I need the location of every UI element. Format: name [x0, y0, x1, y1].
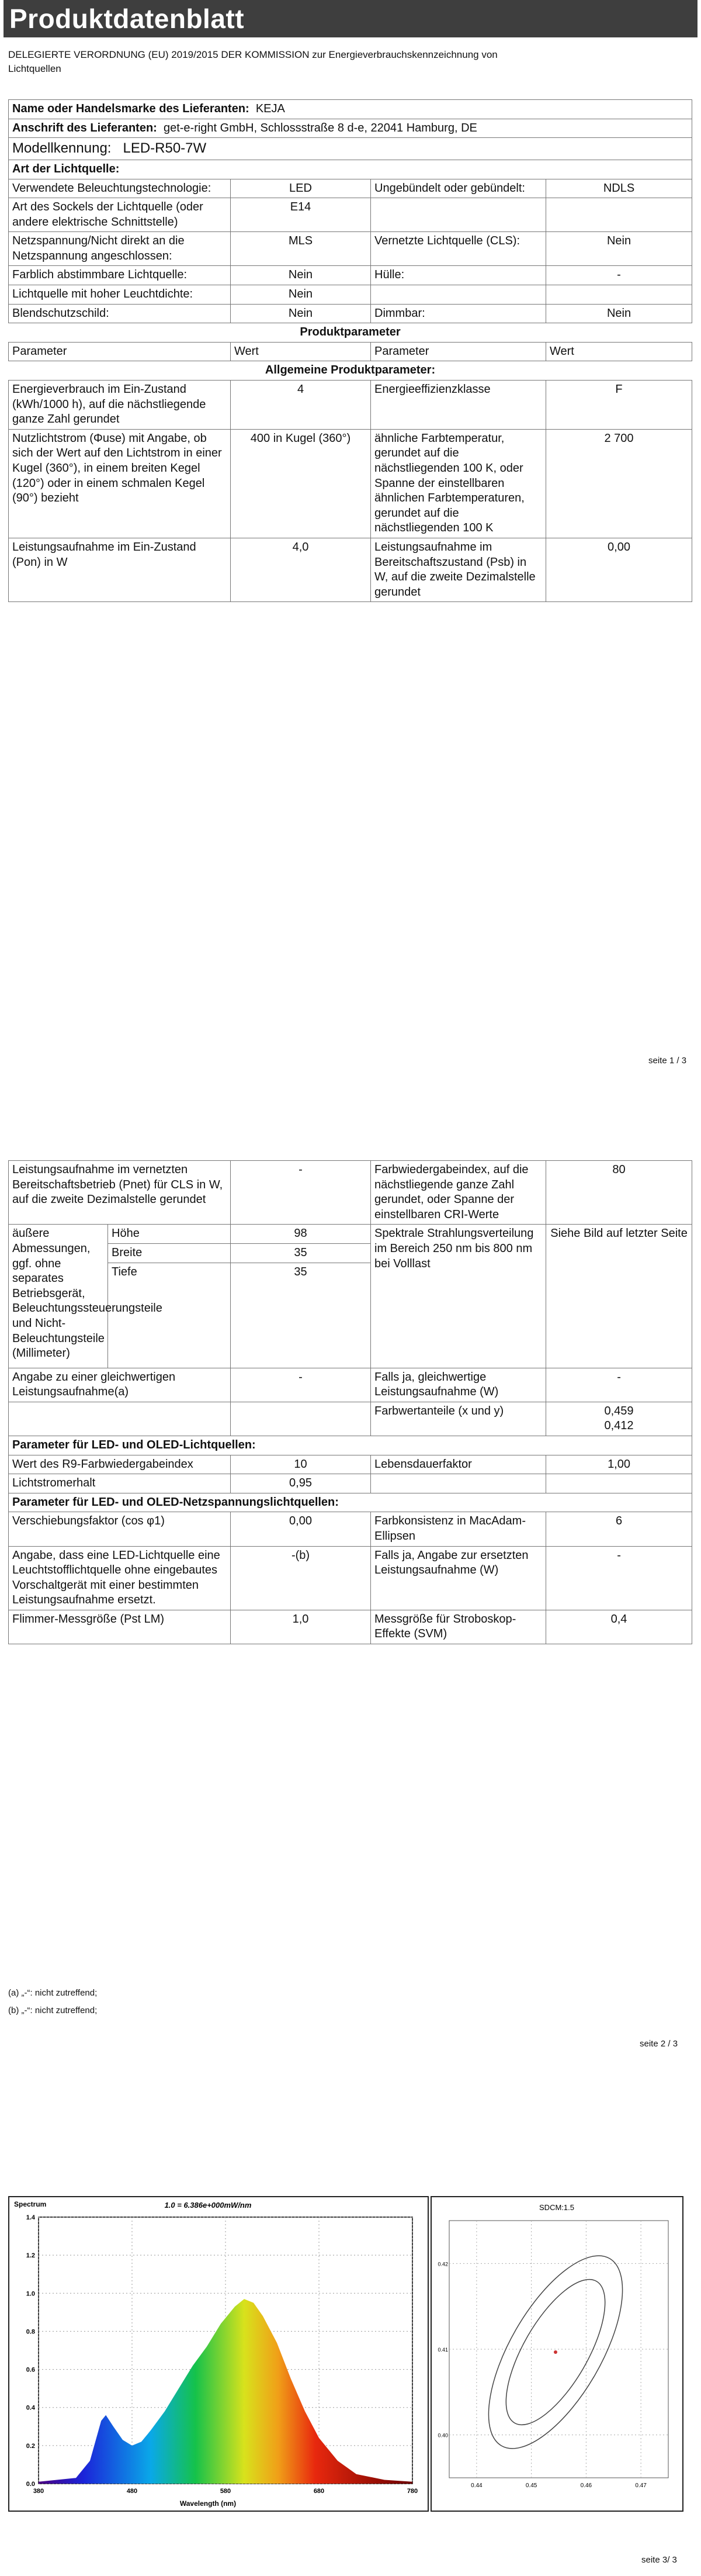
spectrum-y-tick: 1.4	[26, 2214, 35, 2221]
model-value: LED-R50-7W	[123, 140, 207, 157]
dimensions-row: Tiefe 35	[9, 1263, 692, 1368]
spectrum-y-tick: 0.8	[26, 2328, 35, 2336]
supplier-name-value: KEJA	[255, 102, 285, 115]
product-params-heading: Produktparameter	[9, 323, 692, 343]
supplier-address-label: Anschrift des Lieferanten:	[12, 121, 157, 134]
chromaticity-row: Farbwertanteile (x und y) 0,459 0,412	[9, 1402, 692, 1436]
page-number-1: seite 1 / 3	[648, 1056, 687, 1066]
spectrum-x-tick: 680	[313, 2488, 325, 2495]
param-row: Nutzlichtstrom (Φuse) mit Angabe, ob sich der Wert auf den Lichtstrom in einer Kugel (360°), in einem breiten Kegel (120°) oder in einem schmalen Kegel (90°) bezieht 400 in Kugel (360°) ähnliche Farbtemperatur, gerundet auf die nächstliegenden 100 K, oder Spanne der einstellbaren ähnlichen Farbtemperaturen, gerundet auf die nächstliegenden 100 K 2 700	[9, 429, 692, 538]
ellipse-title: SDCM:1.5	[539, 2203, 574, 2212]
spectrum-title-center: 1.0 = 6.386e+000mW/nm	[164, 2201, 252, 2210]
supplier-name-label: Name oder Handelsmarke des Lieferanten:	[12, 102, 249, 115]
ellipse-x-tick: 0.47	[635, 2482, 647, 2489]
ellipse-y-tick: 0.42	[438, 2261, 448, 2267]
dimensions-row: äußere Abmessungen, ggf. ohne separates Betriebsgerät, Beleuchtungssteuerungsteile und Nicht-Beleuchtungsteile (Millimeter) Höhe 98 Spektrale Strahlungsverteilung im Bereich 250 nm bis 800 nm bei Volllast Siehe Bild auf letzter Seite	[9, 1225, 692, 1244]
datasheet-title: Produktdatenblatt	[4, 0, 697, 37]
model-label: Modellkennung:	[12, 140, 112, 157]
param-row: Leistungsaufnahme im vernetzten Bereitschaftsbetrieb (Pnet) für CLS in W, auf die zweite Dezimalstelle gerundet - Farbwiedergabeindex, auf die nächstliegende ganze Zahl gerundet, oder Spanne der einstellbaren CRI-Werte 80	[9, 1161, 692, 1225]
general-params-heading: Allgemeine Produktparameter:	[9, 361, 692, 381]
sdcm-ellipse-chart	[431, 2196, 683, 2512]
param-row: Angabe zu einer gleichwertigen Leistungsaufnahme(a) - Falls ja, gleichwertige Leistungsaufnahme (W) -	[9, 1368, 692, 1402]
spectrum-chart	[8, 2196, 429, 2512]
ellipse-center-point	[554, 2350, 557, 2354]
param-row: Wert des R9-Farbwiedergabeindex 10 Lebensdauerfaktor 1,00	[9, 1455, 692, 1474]
chromaticity-x: 0,459	[604, 1404, 634, 1417]
lamp-row: Verwendete Beleuchtungstechnologie: LED Ungebündelt oder gebündelt: NDLS	[9, 179, 692, 198]
ellipse-svg	[432, 2197, 682, 2511]
spectrum-x-tick: 480	[126, 2488, 138, 2495]
spectrum-x-axis-label: Wavelength (nm)	[179, 2499, 237, 2508]
column-header-row: Parameter Wert Parameter Wert	[9, 342, 692, 361]
mains-params-heading: Parameter für LED- und OLED-Netzspannungslichtquellen:	[9, 1493, 692, 1512]
spectrum-title-left: Spectrum	[14, 2200, 47, 2208]
param-row: Flimmer-Messgröße (Pst LM) 1,0 Messgröße für Stroboskop-Effekte (SVM) 0,4	[9, 1610, 692, 1644]
lamp-row: Lichtquelle mit hoher Leuchtdichte: Nein	[9, 285, 692, 305]
spectrum-x-tick: 580	[220, 2488, 231, 2495]
param-row: Leistungsaufnahme im Ein-Zustand (Pon) in W 4,0 Leistungsaufnahme im Bereitschaftszustand (Psb) in W, auf die zweite Dezimalstelle gerundet 0,00	[9, 538, 692, 601]
page-number-3: seite 3/ 3	[641, 2555, 677, 2565]
page1-table	[8, 99, 692, 602]
lamp-row: Art des Sockels der Lichtquelle (oder andere elektrische Schnittstelle) E14	[9, 198, 692, 232]
spectrum-y-tick: 1.0	[26, 2290, 35, 2298]
spectrum-y-tick: 1.2	[26, 2252, 35, 2260]
dimensions-row: Breite 35	[9, 1243, 692, 1263]
spectrum-x-tick: 380	[33, 2488, 44, 2495]
page2-table	[8, 1160, 692, 1644]
page-number-2: seite 2 / 3	[640, 2039, 678, 2049]
ellipse-x-tick: 0.45	[525, 2482, 537, 2489]
ellipse-y-tick: 0.41	[438, 2347, 448, 2353]
param-row: Energieverbrauch im Ein-Zustand (kWh/1000 h), auf die nächstliegende ganze Zahl gerundet 4 Energieeffizienzklasse F	[9, 381, 692, 430]
footnote-a: (a) „-“: nicht zutreffend;	[8, 1988, 98, 1998]
param-row: Verschiebungsfaktor (cos φ1) 0,00 Farbkonsistenz in MacAdam-Ellipsen 6	[9, 1512, 692, 1546]
spectrum-y-tick: 0.4	[26, 2404, 35, 2412]
spectrum-y-tick: 0.0	[26, 2481, 35, 2488]
regulation-text: DELEGIERTE VERORDNUNG (EU) 2019/2015 DER KOMMISSION zur Energieverbrauchskennzeichnung von Lichtquellen	[8, 49, 498, 74]
spectrum-y-tick: 0.6	[26, 2366, 35, 2374]
ellipse-x-tick: 0.44	[471, 2482, 483, 2489]
spectrum-svg	[9, 2197, 428, 2511]
spectrum-x-tick: 780	[407, 2488, 418, 2495]
chromaticity-y: 0,412	[604, 1419, 634, 1433]
supplier-address-value: get-e-right GmbH, Schlossstraße 8 d-e, 22041 Hamburg, DE	[163, 121, 477, 134]
footnote-b: (b) „-“: nicht zutreffend;	[8, 2006, 98, 2015]
lamp-row: Blendschutzschild: Nein Dimmbar: Nein	[9, 304, 692, 323]
ellipse-x-tick: 0.46	[580, 2482, 592, 2489]
param-row: Angabe, dass eine LED-Lichtquelle eine Leuchtstofflichtquelle ohne eingebautes Vorschaltgerät mit einer bestimmten Leistungsaufnahme ersetzt. -(b) Falls ja, Angabe zur ersetzten Leistungsaufnahme (W) -	[9, 1546, 692, 1610]
lamp-type-heading: Art der Lichtquelle:	[9, 160, 692, 179]
ellipse-y-tick: 0.40	[438, 2432, 448, 2439]
lamp-row: Farblich abstimmbare Lichtquelle: Nein Hülle: -	[9, 266, 692, 285]
spectrum-y-tick: 0.2	[26, 2442, 35, 2450]
lamp-row: Netzspannung/Nicht direkt an die Netzspannung angeschlossen: MLS Vernetzte Lichtquelle (CLS): Nein	[9, 232, 692, 266]
led-params-heading: Parameter für LED- und OLED-Lichtquellen:	[9, 1436, 692, 1455]
param-row: Lichtstromerhalt 0,95	[9, 1474, 692, 1493]
